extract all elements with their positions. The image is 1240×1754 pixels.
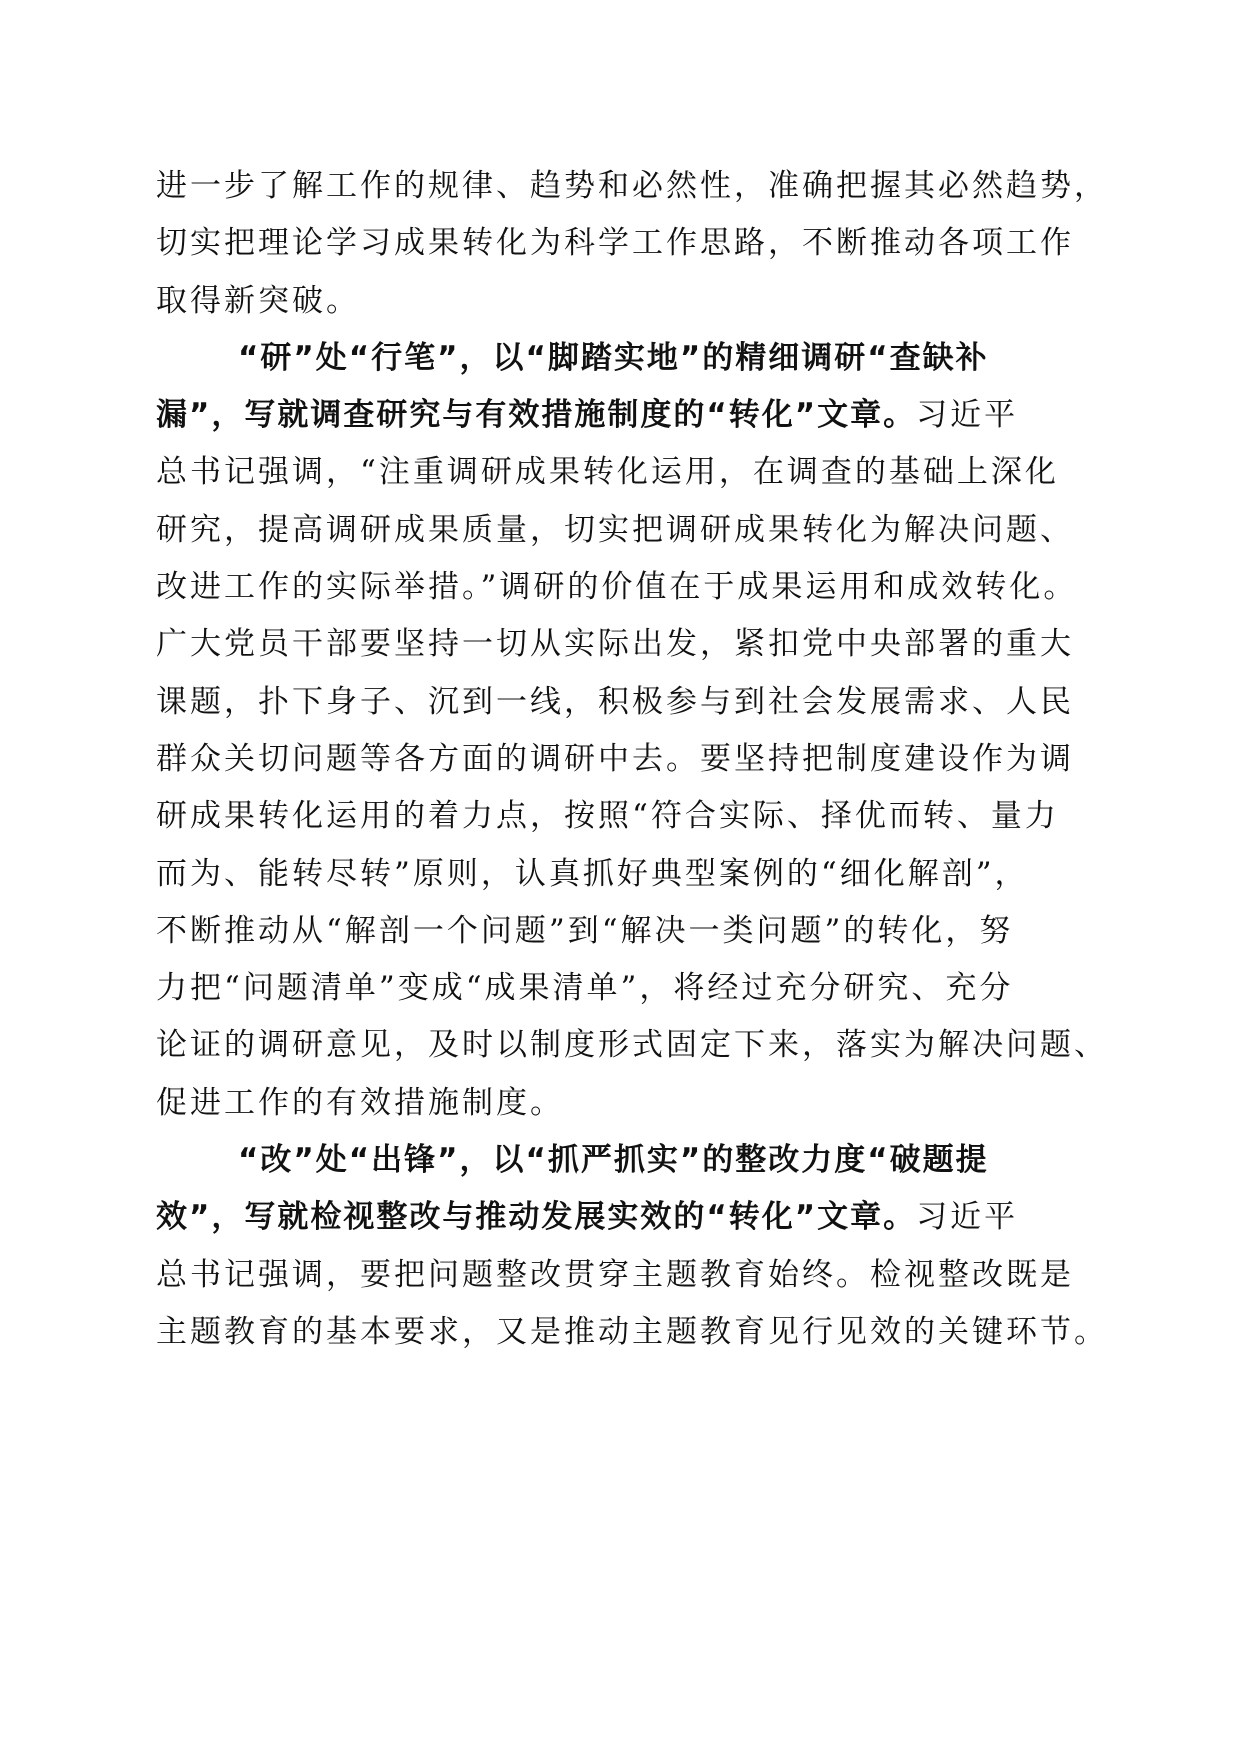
section-heading-rectify-cont: 效”，写就检视整改与推动发展实效的“转化”文章。 bbox=[156, 1199, 917, 1236]
text-line: 主题教育的基本要求，又是推动主题教育见行见效的关键环节。 bbox=[156, 1313, 1108, 1350]
section-heading-line bbox=[156, 1132, 1096, 1189]
text-line: 广大党员干部要坚持一切从实际出发，紧扣党中央部署的重大 bbox=[156, 626, 1074, 663]
text-line: 群众关切问题等各方面的调研中去。要坚持把制度建设作为调 bbox=[156, 740, 1074, 777]
body-text bbox=[156, 158, 1108, 1361]
text-line: 论证的调研意见，及时以制度形式固定下来，落实为解决问题、 bbox=[156, 1027, 1108, 1064]
text-line: 力把“问题清单”变成“成果清单”，将经过充分研究、充分 bbox=[156, 970, 1014, 1007]
text-line: 课题，扑下身子、沉到一线，积极参与到社会发展需求、人民 bbox=[156, 683, 1074, 720]
text-line: 改进工作的实际举措。”调研的价值在于成果运用和成效转化。 bbox=[156, 569, 1078, 606]
text-line: 不断推动从“解剖一个问题”到“解决一类问题”的转化，努 bbox=[156, 912, 1014, 949]
text-line: 研究，提高调研成果质量，切实把调研成果转化为解决问题、 bbox=[156, 511, 1074, 548]
section-heading-line bbox=[156, 387, 1096, 444]
text-line: 促进工作的有效措施制度。 bbox=[156, 1084, 564, 1121]
text-line: 切实把理论学习成果转化为科学工作思路，不断推动各项工作 bbox=[156, 225, 1074, 262]
text-line: 总书记强调，要把问题整改贯穿主题教育始终。检视整改既是 bbox=[156, 1256, 1074, 1293]
text-line: 总书记强调，“注重调研成果转化运用，在调查的基础上深化 bbox=[156, 454, 1059, 491]
section-heading-rectify: “改”处“出锋”，以“抓严抓实”的整改力度“破题提 bbox=[238, 1142, 989, 1179]
section-heading-line bbox=[156, 1189, 1096, 1246]
section-heading-research: “研”处“行笔”，以“脚踏实地”的精细调研“查缺补 bbox=[238, 339, 989, 376]
text-fragment: 习近平 bbox=[916, 397, 1019, 434]
section-heading-line bbox=[156, 330, 1096, 387]
section-heading-research-cont: 漏”，写就调查研究与有效措施制度的“转化”文章。 bbox=[156, 397, 917, 434]
text-line: 取得新突破。 bbox=[156, 282, 360, 319]
text-line: 进一步了解工作的规律、趋势和必然性，准确把握其必然趋势， bbox=[156, 168, 1108, 204]
text-line: 而为、能转尽转”原则，认真抓好典型案例的“细化解剖”， bbox=[156, 855, 1029, 892]
text-line: 研成果转化运用的着力点，按照“符合实际、择优而转、量力 bbox=[156, 798, 1059, 835]
text-fragment: 习近平 bbox=[916, 1199, 1019, 1236]
